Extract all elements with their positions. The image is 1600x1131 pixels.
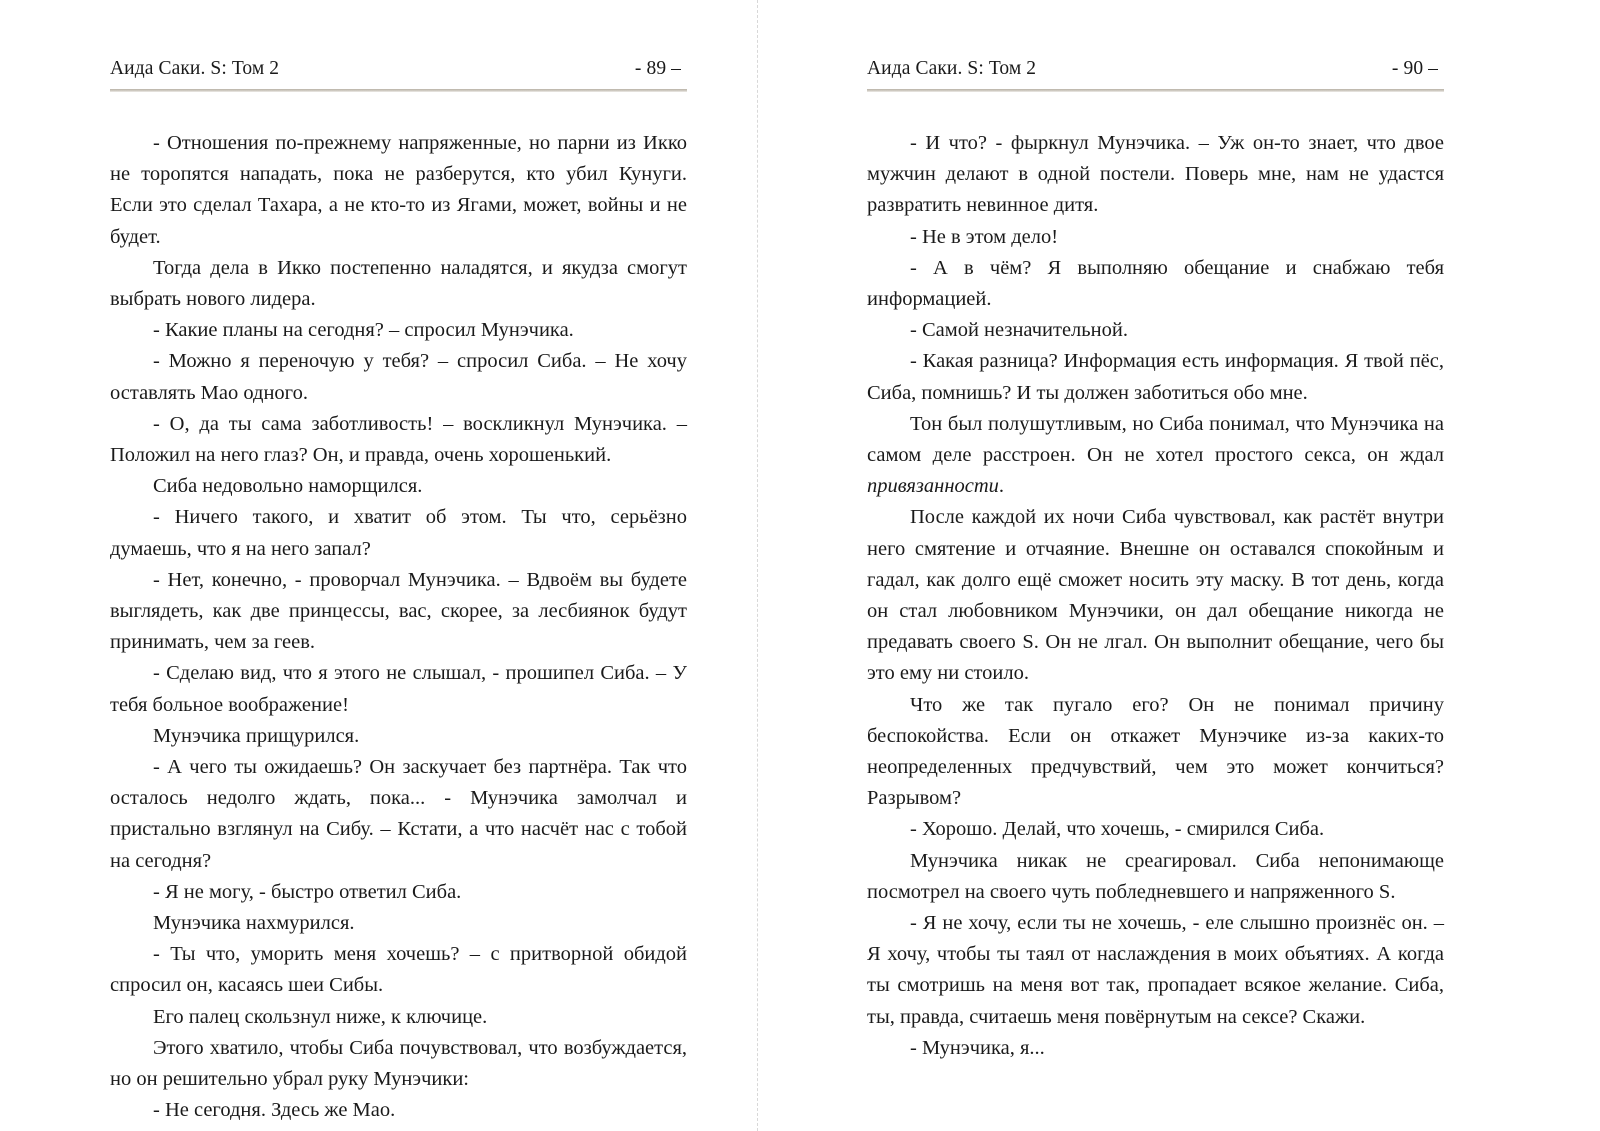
paragraph: - Мунэчика, я... [910,1036,1045,1059]
body-text-left [110,128,687,1127]
paragraph: После каждой их ночи Сиба чувствовал, как растёт внутри него смятение и отчаяние. Внешне он оставался спокойным и гадал, как долго ещё сможет носить эту маску. В тот день, когда он стал любовником Мунэчики, он дал обещание никогда не предавать своего S. Он не лгал. Он выполнит обещание, чего бы это ему ни стоило. [867,506,1444,685]
paragraph: - Ничего такого, и хватит об этом. Ты что, серьёзно думаешь, что я на него запал? [110,506,687,560]
paragraph: - Сделаю вид, что я этого не слышал, - прошипел Сиба. – У тебя больное воображение! [110,662,687,716]
paragraph: - Отношения по-прежнему напряженные, но парни из Икко не торопятся нападать, пока не разберутся, кто убил Кунуги. Если это сделал Тахара, а не кто-то из Ягами, может, войны и не будет. [110,132,687,248]
paragraph: Тон был полушутливым, но Сиба понимал, что Мунэчика на самом деле расстроен. Он не хотел простого секса, он ждал привязанности. [867,412,1444,498]
body-text-right [867,128,1444,1064]
paragraph: Что же так пугало его? Он не понимал причину беспокойства. Если он откажет Мунэчике из-за каких-то неопределенных предчувствий, чем это может кончиться? Разрывом? [867,693,1444,810]
paragraph: - А в чём? Я выполняю обещание и снабжаю тебя информацией. [867,256,1444,311]
paragraph: - О, да ты сама заботливость! – воскликнул Мунэчика. – Положил на него глаз? Он, и правда, очень хорошенький. [110,412,687,467]
paragraph: Тогда дела в Икко постепенно наладятся, и якудза смогут выбрать нового лидера. [110,256,687,311]
paragraph: - Какие планы на сегодня? – спросил Мунэчика. [153,319,574,342]
paragraph: Этого хватило, чтобы Сиба почувствовал, что возбуждается, но он решительно убрал руку Мунэчики: [110,1036,687,1091]
paragraph: - Можно я переночую у тебя? – спросил Сиба. – Не хочу оставлять Мао одного. [110,350,687,404]
running-head-title-left: Аида Саки. S: Том 2 [110,58,280,79]
header-rule-left [110,89,687,92]
paragraph: Мунэчика никак не среагировал. Сиба непонимающе посмотрел на своего чуть побледневшего и напряженного S. [867,849,1444,903]
page-left [0,0,757,1131]
paragraph: - Ты что, уморить меня хочешь? – с притворной обидой спросил он, касаясь шеи Сибы. [110,943,687,997]
paragraph: - Не в этом дело! [910,225,1059,248]
running-head-left [110,58,687,87]
paragraph: Мунэчика нахмурился. [153,912,355,935]
paragraph: - Я не могу, - быстро ответил Сиба. [153,880,462,903]
paragraph: - Самой незначительной. [910,319,1128,342]
emphasised-phrase: привязанности [867,475,999,498]
paragraph: - Хорошо. Делай, что хочешь, - смирился Сиба. [910,818,1325,841]
header-rule-right [867,89,1444,92]
paragraph: - А чего ты ожидаешь? Он заскучает без партнёра. Так что осталось недолго ждать, пока... - Мунэчика замолчал и пристально взглянул на Сибу. – Кстати, а что насчёт нас с тобой на сегодня? [110,756,687,872]
running-head-right [867,58,1444,87]
paragraph: - Я не хочу, если ты не хочешь, - еле слышно произнёс он. – Я хочу, чтобы ты таял от наслаждения в моих объятиях. А когда ты смотришь на меня вот так, пропадает всякое желание. Сиба, ты, правда, считаешь меня повёрнутым на сексе? Скажи. [867,912,1444,1028]
paragraph: - Какая разница? Информация есть информация. Я твой пёс, Сиба, помнишь? И ты должен заботиться обо мне. [867,350,1444,404]
paragraph: - Нет, конечно, - проворчал Мунэчика. – Вдвоём вы будете выглядеть, как две принцессы, вас, скорее, за лесбиянок будут принимать, чем за геев. [110,568,687,654]
page-number-left: - 89 – [634,58,681,79]
paragraph: Мунэчика прищурился. [153,724,360,747]
paragraph: - И что? - фыркнул Мунэчика. – Уж он-то знает, что двое мужчин делают в одной постели. Поверь мне, нам не удастся развратить невинное дитя. [867,132,1444,217]
page-right [757,0,1600,1131]
gutter-divider [757,0,758,1131]
paragraph: Сиба недовольно наморщился. [153,475,423,498]
paragraph: Его палец скользнул ниже, к ключице. [153,1005,488,1028]
running-head-title-right: Аида Саки. S: Том 2 [867,58,1037,79]
paragraph: - Не сегодня. Здесь же Мао. [153,1099,396,1122]
page-number-right: - 90 – [1391,58,1438,79]
